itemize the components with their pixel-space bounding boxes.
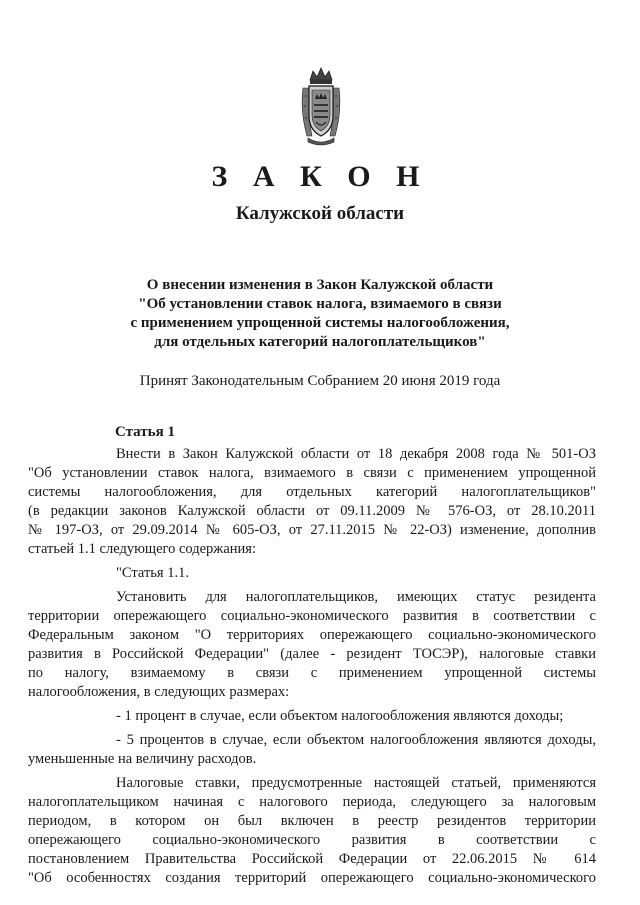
region-name: Калужской области [235, 203, 405, 224]
paragraph [28, 774, 596, 888]
subject-line: для отдельных категорий налогоплательщиков" [154, 334, 486, 350]
subject-line: О внесении изменения в Закон Калужской области [146, 277, 494, 293]
text-line: № 197-ОЗ, от 29.09.2014 № 605-ОЗ, от 27.11.2015 № 22-ОЗ) изменение, дополнив [28, 522, 596, 538]
document-title: З А К О Н [211, 160, 429, 193]
text-line: территории опережающего социально-экономического развития в соответствии с [28, 608, 596, 624]
text-line: - 5 процентов в случае, если объектом налогообложения являются доходы, [116, 732, 596, 748]
law-subject [0, 276, 640, 352]
text-line: развития в Российской Федерации" (далее - резидент ТОСЭР), налоговые ставки [28, 646, 596, 662]
text-line: "Об установлении ставок налога, взимаемого в связи с применением упрощенной [28, 465, 596, 481]
text-line: системы налогообложения, для отдельных категорий налогоплательщиков" [28, 484, 596, 500]
text-line: "Об особенностях создания территорий опережающего социально-экономического [28, 870, 596, 886]
subject-line: "Об установлении ставок налога, взимаемого в связи [138, 296, 502, 312]
article-heading: Статья 1 [115, 424, 175, 440]
text-line: (в редакции законов Калужской области от 09.11.2009 № 576-ОЗ, от 28.10.2011 [28, 503, 596, 519]
text-line: налогообложения, в следующих размерах: [28, 684, 290, 700]
subject-line: с применением упрощенной системы налогообложения, [130, 315, 510, 331]
paragraph [28, 731, 596, 769]
text-line: налогоплательщиком начиная с налогового периода, следующего за налоговым [28, 794, 596, 810]
paragraph [72, 707, 596, 726]
coat-of-arms-emblem [298, 66, 344, 148]
text-line: периодом, в котором он был включен в реестр резидентов территории [28, 813, 596, 829]
paragraph [28, 588, 596, 702]
text-line: Налоговые ставки, предусмотренные настоящей статьей, применяются [116, 775, 596, 791]
text-line: Внести в Закон Калужской области от 18 декабря 2008 года № 501-ОЗ [116, 446, 596, 462]
article-body [28, 445, 596, 893]
text-line: статьей 1.1 следующего содержания: [28, 541, 256, 557]
paragraph [72, 564, 596, 583]
adoption-note: Принят Законодательным Собранием 20 июня 2019 года [139, 373, 501, 389]
paragraph [28, 445, 596, 559]
text-line: - 1 процент в случае, если объектом налогообложения являются доходы; [116, 708, 564, 724]
text-line: "Статья 1.1. [116, 565, 189, 581]
text-line: Установить для налогоплательщиков, имеющих статус резидента [116, 589, 596, 605]
text-line: Федеральным законом "О территориях опережающего социально-экономического [28, 627, 596, 643]
text-line: по налогу, взимаемому в связи с применением упрощенной системы [28, 665, 596, 681]
text-line: опережающего социально-экономического развития в соответствии с [28, 832, 596, 848]
text-line: постановлением Правительства Российской Федерации от 22.06.2015 № 614 [28, 851, 596, 867]
text-line: уменьшенные на величину расходов. [28, 751, 257, 767]
